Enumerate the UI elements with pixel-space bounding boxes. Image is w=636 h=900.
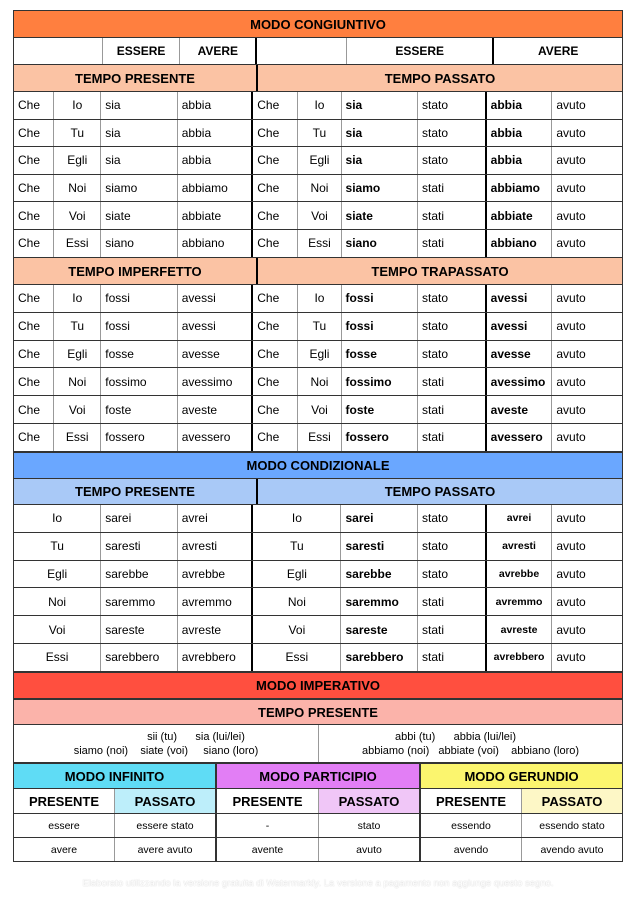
condizionale-cell: Egli bbox=[253, 561, 341, 588]
imperativo-avere bbox=[319, 725, 622, 762]
condizionale-row bbox=[13, 588, 623, 616]
condizionale-cell: sarebbe bbox=[101, 561, 178, 588]
condizionale-cell: Io bbox=[253, 505, 341, 532]
participio-row bbox=[216, 814, 420, 838]
congiuntivo-1-cell: Tu bbox=[54, 120, 101, 147]
congiuntivo-1-cell: sia bbox=[101, 147, 177, 174]
congiuntivo-1-cell: Voi bbox=[298, 202, 341, 229]
congiuntivo-2-cell: Che bbox=[14, 424, 54, 451]
participio-row bbox=[216, 838, 420, 862]
congiuntivo-2-cell: fossi bbox=[342, 285, 418, 312]
congiuntivo-1-cell: abbia bbox=[178, 92, 254, 119]
condizionale-cell: avuto bbox=[556, 511, 586, 526]
condizionale-cell: avrebbe bbox=[487, 561, 553, 588]
congiuntivo-1-cell: Voi bbox=[54, 202, 101, 229]
imperativo-body bbox=[13, 725, 623, 763]
congiuntivo-1-cell: abbia bbox=[178, 120, 254, 147]
condizionale-cell: stati bbox=[418, 644, 487, 671]
congiuntivo-2-cell: fossi bbox=[101, 285, 177, 312]
congiuntivo-2-cell: Che bbox=[253, 341, 298, 368]
congiuntivo-2-cell: foste bbox=[342, 396, 418, 423]
congiuntivo-2-row bbox=[13, 313, 623, 341]
congiuntivo-1-cell: Io bbox=[298, 92, 341, 119]
congiuntivo-2-cell: avesse bbox=[487, 341, 553, 368]
infinito-presente-label: PRESENTE bbox=[14, 789, 115, 813]
congiuntivo-1-cell: stato bbox=[418, 92, 487, 119]
congiuntivo-1-cell: siamo bbox=[101, 175, 177, 202]
congiuntivo-2-row bbox=[13, 424, 623, 452]
congiuntivo-2-cell: avessero bbox=[487, 424, 553, 451]
congiuntivo-1-cell: Che bbox=[253, 230, 298, 257]
congiuntivo-1-cell: abbiamo bbox=[487, 175, 553, 202]
infinito-row bbox=[13, 838, 216, 862]
participio-cell: - bbox=[217, 814, 319, 837]
imperativo-subheader: TEMPO PRESENTE bbox=[13, 699, 623, 725]
condizionale-cell: avuto bbox=[556, 539, 586, 554]
congiuntivo-2-cell: avessi bbox=[487, 313, 553, 340]
participio-cell: avente bbox=[217, 838, 319, 861]
column-header: ESSERE bbox=[103, 38, 181, 64]
congiuntivo-1-cell: abbiate bbox=[178, 202, 254, 229]
condizionale-cell: stato bbox=[418, 561, 487, 588]
condizionale-cell: Voi bbox=[14, 616, 101, 643]
condizionale-cell: avreste bbox=[487, 616, 553, 643]
congiuntivo-2-row bbox=[13, 285, 623, 313]
condizionale-cell: avresti bbox=[178, 533, 254, 560]
column-header: AVERE bbox=[180, 38, 257, 64]
condizionale-cell: Essi bbox=[253, 644, 341, 671]
imperativo-avere-line1: abbi (tu) abbia (lui/lei) bbox=[394, 730, 517, 743]
condizionale-cell: stati bbox=[418, 588, 487, 615]
condizionale-cell: sarebbero bbox=[341, 644, 418, 671]
congiuntivo-2-cell: avuto bbox=[556, 430, 586, 445]
congiuntivo-2-cell: Tu bbox=[298, 313, 341, 340]
congiuntivo-2-cell: aveste bbox=[178, 396, 254, 423]
condizionale-cell: sarei bbox=[341, 505, 418, 532]
gerundio-cell: essendo bbox=[421, 814, 522, 837]
condizionale-cell: saremmo bbox=[341, 588, 418, 615]
condizionale-cell: Tu bbox=[14, 533, 101, 560]
congiuntivo-1-cell: sia bbox=[342, 92, 418, 119]
gerundio-subheader bbox=[420, 789, 623, 814]
congiuntivo-1-cell: avuto bbox=[556, 208, 586, 223]
participio-cell: avuto bbox=[356, 843, 382, 856]
congiuntivo-2-cell: avuto bbox=[556, 374, 586, 389]
congiuntivo-2-cell: Essi bbox=[54, 424, 101, 451]
congiuntivo-2-cell: stati bbox=[418, 368, 487, 395]
congiuntivo-2-cell: fossimo bbox=[101, 368, 177, 395]
congiuntivo-1-cell: siamo bbox=[342, 175, 418, 202]
condizionale-cell: sarei bbox=[101, 505, 178, 532]
condizionale-cell: stato bbox=[418, 533, 487, 560]
congiuntivo-2-cell: Io bbox=[298, 285, 341, 312]
congiuntivo-1-cell: abbia bbox=[178, 147, 254, 174]
infinito-cell: avere bbox=[14, 838, 115, 861]
condizionale-cell: Noi bbox=[14, 588, 101, 615]
congiuntivo-2-cell: Che bbox=[253, 396, 298, 423]
congiuntivo-1-cell: Che bbox=[14, 175, 54, 202]
condizionale-cell: avrebbero bbox=[487, 644, 553, 671]
imperativo-header: MODO IMPERATIVO bbox=[13, 672, 623, 699]
condizionale-cell: Tu bbox=[253, 533, 341, 560]
congiuntivo-1-cell: abbiano bbox=[178, 230, 254, 257]
congiuntivo-1-cell: sia bbox=[342, 120, 418, 147]
congiuntivo-1-cell: siano bbox=[342, 230, 418, 257]
congiuntivo-1-cell: Egli bbox=[298, 147, 341, 174]
gerundio-cell: avendo avuto bbox=[540, 843, 604, 856]
condizionale-row bbox=[13, 505, 623, 533]
condizionale-row bbox=[13, 533, 623, 561]
congiuntivo-1-row bbox=[13, 120, 623, 148]
imperativo-essere bbox=[14, 725, 319, 762]
congiuntivo-1-cell: Che bbox=[253, 92, 298, 119]
congiuntivo-2-cell: fossero bbox=[342, 424, 418, 451]
congiuntivo-1-cell: stato bbox=[418, 120, 487, 147]
gerundio-row bbox=[420, 814, 623, 838]
congiuntivo-1-cell: Egli bbox=[54, 147, 101, 174]
gerundio-cell: avendo bbox=[421, 838, 522, 861]
congiuntivo-2-cell: avessi bbox=[178, 285, 254, 312]
condizionale-cell: avremmo bbox=[487, 588, 553, 615]
infinito-header: MODO INFINITO bbox=[13, 763, 216, 789]
congiuntivo-1-cell: Che bbox=[14, 92, 54, 119]
congiuntivo-tempo-1-left: TEMPO PRESENTE bbox=[14, 65, 258, 91]
congiuntivo-1-cell: abbia bbox=[487, 92, 553, 119]
congiuntivo-2-cell: Voi bbox=[298, 396, 341, 423]
congiuntivo-1-row bbox=[13, 202, 623, 230]
congiuntivo-1-row bbox=[13, 147, 623, 175]
condizionale-cell: Voi bbox=[253, 616, 341, 643]
congiuntivo-2-cell: stati bbox=[418, 396, 487, 423]
infinito-row bbox=[13, 814, 216, 838]
congiuntivo-2-cell: Noi bbox=[54, 368, 101, 395]
congiuntivo-2-cell: stato bbox=[418, 285, 487, 312]
congiuntivo-2-cell: Che bbox=[14, 396, 54, 423]
congiuntivo-2-cell: Che bbox=[14, 313, 54, 340]
congiuntivo-2-cell: Essi bbox=[298, 424, 341, 451]
condizionale-cell: Essi bbox=[14, 644, 101, 671]
condizionale-tempo-left: TEMPO PRESENTE bbox=[14, 479, 258, 504]
congiuntivo-1-cell: siate bbox=[342, 202, 418, 229]
imperativo-essere-line2: siamo (noi) siate (voi) siano (loro) bbox=[73, 744, 259, 757]
condizionale-cell: avrei bbox=[487, 505, 553, 532]
congiuntivo-2-cell: Che bbox=[253, 313, 298, 340]
congiuntivo-2-cell: Che bbox=[253, 285, 298, 312]
congiuntivo-2-row bbox=[13, 396, 623, 424]
condizionale-cell: Io bbox=[14, 505, 101, 532]
congiuntivo-2-cell: Che bbox=[14, 341, 54, 368]
condizionale-cell: avrebbe bbox=[178, 561, 254, 588]
condizionale-cell: Egli bbox=[14, 561, 101, 588]
infinito-cell: avere avuto bbox=[137, 843, 193, 856]
imperativo-essere-line1: sii (tu) sia (lui/lei) bbox=[147, 730, 245, 743]
congiuntivo-1-row bbox=[13, 92, 623, 120]
condizionale-cell: saresti bbox=[341, 533, 418, 560]
congiuntivo-2-cell: avessi bbox=[178, 313, 254, 340]
congiuntivo-1-cell: sia bbox=[101, 120, 177, 147]
congiuntivo-2-cell: avuto bbox=[556, 346, 586, 361]
gerundio-row bbox=[420, 838, 623, 862]
condizionale-cell: avreste bbox=[178, 616, 254, 643]
participio-header: MODO PARTICIPIO bbox=[216, 763, 420, 789]
congiuntivo-1-cell: Che bbox=[253, 175, 298, 202]
condizionale-cell: avuto bbox=[556, 622, 586, 637]
congiuntivo-1-cell: Che bbox=[14, 230, 54, 257]
congiuntivo-2-cell: avessimo bbox=[178, 368, 254, 395]
congiuntivo-2-cell: fossi bbox=[342, 313, 418, 340]
condizionale-cell: sareste bbox=[341, 616, 418, 643]
congiuntivo-2-cell: fossimo bbox=[342, 368, 418, 395]
congiuntivo-tempo-1 bbox=[13, 65, 623, 92]
condizionale-cell: sarebbero bbox=[101, 644, 178, 671]
congiuntivo-1-cell: avuto bbox=[556, 236, 586, 251]
condizionale-cell: Noi bbox=[253, 588, 341, 615]
congiuntivo-2-cell: fosse bbox=[342, 341, 418, 368]
congiuntivo-1-cell: stati bbox=[418, 175, 487, 202]
participio-cell: stato bbox=[357, 819, 381, 832]
congiuntivo-2-cell: aveste bbox=[487, 396, 553, 423]
congiuntivo-2-cell: foste bbox=[101, 396, 177, 423]
congiuntivo-1-cell: avuto bbox=[556, 98, 586, 113]
condizionale-cell: stati bbox=[418, 616, 487, 643]
condizionale-cell: saremmo bbox=[101, 588, 178, 615]
congiuntivo-1-cell: avuto bbox=[556, 125, 586, 140]
congiuntivo-1-cell: Essi bbox=[298, 230, 341, 257]
condizionale-cell: avrebbero bbox=[178, 644, 254, 671]
congiuntivo-2-cell: Tu bbox=[54, 313, 101, 340]
congiuntivo-1-cell: Che bbox=[14, 147, 54, 174]
condizionale-cell: avuto bbox=[556, 650, 586, 665]
congiuntivo-2-cell: avuto bbox=[556, 291, 586, 306]
condizionale-cell: avuto bbox=[556, 594, 586, 609]
infinito-cell: essere stato bbox=[136, 819, 194, 832]
condizionale-row bbox=[13, 616, 623, 644]
congiuntivo-1-cell: abbia bbox=[487, 120, 553, 147]
watermark-footer: Elaborato utilizzando la versione gratuita di Watermarkly. La versione a pagamento non aggiunge questo segno. bbox=[82, 878, 554, 889]
congiuntivo-2-cell: avessi bbox=[487, 285, 553, 312]
congiuntivo-2-row bbox=[13, 368, 623, 396]
congiuntivo-1-cell: siate bbox=[101, 202, 177, 229]
infinito-subheader bbox=[13, 789, 216, 814]
congiuntivo-1-cell: sia bbox=[342, 147, 418, 174]
participio-passato-label: PASSATO bbox=[319, 789, 419, 813]
congiuntivo-1-cell: Che bbox=[14, 202, 54, 229]
condizionale-cell: avresti bbox=[487, 533, 553, 560]
condizionale-row bbox=[13, 644, 623, 672]
congiuntivo-2-cell: stato bbox=[418, 341, 487, 368]
column-header: ESSERE bbox=[347, 38, 495, 64]
imperativo-avere-line2: abbiamo (noi) abbiate (voi) abbiano (loro) bbox=[361, 744, 580, 757]
congiuntivo-tempo-1-right: TEMPO PASSATO bbox=[384, 70, 496, 86]
congiuntivo-2-cell: fosse bbox=[101, 341, 177, 368]
congiuntivo-1-cell: abbiano bbox=[487, 230, 553, 257]
congiuntivo-2-cell: avessero bbox=[178, 424, 254, 451]
congiuntivo-2-cell: Egli bbox=[54, 341, 101, 368]
congiuntivo-col-headers bbox=[13, 38, 623, 65]
congiuntivo-2-cell: Che bbox=[14, 368, 54, 395]
participio-subheader bbox=[216, 789, 420, 814]
congiuntivo-2-cell: avuto bbox=[556, 319, 586, 334]
congiuntivo-tempo-2-right: TEMPO TRAPASSATO bbox=[371, 263, 509, 279]
congiuntivo-1-row bbox=[13, 230, 623, 258]
congiuntivo-2-cell: Io bbox=[54, 285, 101, 312]
congiuntivo-2-cell: avesse bbox=[178, 341, 254, 368]
congiuntivo-2-row bbox=[13, 341, 623, 369]
congiuntivo-1-cell: Noi bbox=[54, 175, 101, 202]
congiuntivo-2-cell: Che bbox=[253, 368, 298, 395]
congiuntivo-2-cell: Che bbox=[253, 424, 298, 451]
condizionale-header: MODO CONDIZIONALE bbox=[13, 452, 623, 479]
congiuntivo-2-cell: avuto bbox=[556, 402, 586, 417]
congiuntivo-1-cell: Tu bbox=[298, 120, 341, 147]
condizionale-cell: sareste bbox=[101, 616, 178, 643]
congiuntivo-1-cell: Essi bbox=[54, 230, 101, 257]
congiuntivo-2-cell: avessimo bbox=[487, 368, 553, 395]
congiuntivo-2-cell: stato bbox=[418, 313, 487, 340]
congiuntivo-2-cell: stati bbox=[418, 424, 487, 451]
infinito-passato-label: PASSATO bbox=[115, 789, 215, 813]
congiuntivo-1-cell: avuto bbox=[556, 153, 586, 168]
condizionale-cell: saresti bbox=[101, 533, 178, 560]
infinito-cell: essere bbox=[14, 814, 115, 837]
congiuntivo-1-cell: siano bbox=[101, 230, 177, 257]
congiuntivo-1-cell: stato bbox=[418, 147, 487, 174]
congiuntivo-1-cell: stati bbox=[418, 230, 487, 257]
congiuntivo-2-cell: Egli bbox=[298, 341, 341, 368]
congiuntivo-2-cell: Voi bbox=[54, 396, 101, 423]
participio-presente-label: PRESENTE bbox=[217, 789, 319, 813]
condizionale-cell: stato bbox=[418, 505, 487, 532]
congiuntivo-1-cell: Che bbox=[253, 147, 298, 174]
column-header bbox=[257, 38, 347, 64]
condizionale-cell: sarebbe bbox=[341, 561, 418, 588]
congiuntivo-2-cell: fossi bbox=[101, 313, 177, 340]
congiuntivo-tempo-2-left: TEMPO IMPERFETTO bbox=[14, 258, 258, 284]
congiuntivo-2-cell: fossero bbox=[101, 424, 177, 451]
congiuntivo-1-cell: sia bbox=[101, 92, 177, 119]
congiuntivo-1-cell: abbiamo bbox=[178, 175, 254, 202]
column-header bbox=[14, 38, 103, 64]
column-header: AVERE bbox=[537, 44, 579, 58]
congiuntivo-1-cell: Che bbox=[14, 120, 54, 147]
congiuntivo-tempo-2 bbox=[13, 258, 623, 285]
congiuntivo-1-cell: Che bbox=[253, 120, 298, 147]
congiuntivo-2-cell: Noi bbox=[298, 368, 341, 395]
gerundio-presente-label: PRESENTE bbox=[421, 789, 522, 813]
gerundio-header: MODO GERUNDIO bbox=[420, 763, 623, 789]
congiuntivo-1-cell: Io bbox=[54, 92, 101, 119]
congiuntivo-1-cell: Noi bbox=[298, 175, 341, 202]
condizionale-cell: avrei bbox=[178, 505, 254, 532]
congiuntivo-2-cell: Che bbox=[14, 285, 54, 312]
gerundio-cell: essendo stato bbox=[539, 819, 605, 832]
condizionale-cell: avremmo bbox=[178, 588, 254, 615]
congiuntivo-1-cell: stati bbox=[418, 202, 487, 229]
gerundio-passato-label: PASSATO bbox=[522, 789, 622, 813]
condizionale-tempo-right: TEMPO PASSATO bbox=[384, 484, 496, 499]
condizionale-tempo bbox=[13, 479, 623, 505]
condizionale-row bbox=[13, 561, 623, 589]
condizionale-cell: avuto bbox=[556, 566, 586, 581]
congiuntivo-1-row bbox=[13, 175, 623, 203]
congiuntivo-1-cell: Che bbox=[253, 202, 298, 229]
congiuntivo-header: MODO CONGIUNTIVO bbox=[13, 10, 623, 38]
congiuntivo-1-cell: avuto bbox=[556, 181, 586, 196]
congiuntivo-1-cell: abbiate bbox=[487, 202, 553, 229]
congiuntivo-1-cell: abbia bbox=[487, 147, 553, 174]
